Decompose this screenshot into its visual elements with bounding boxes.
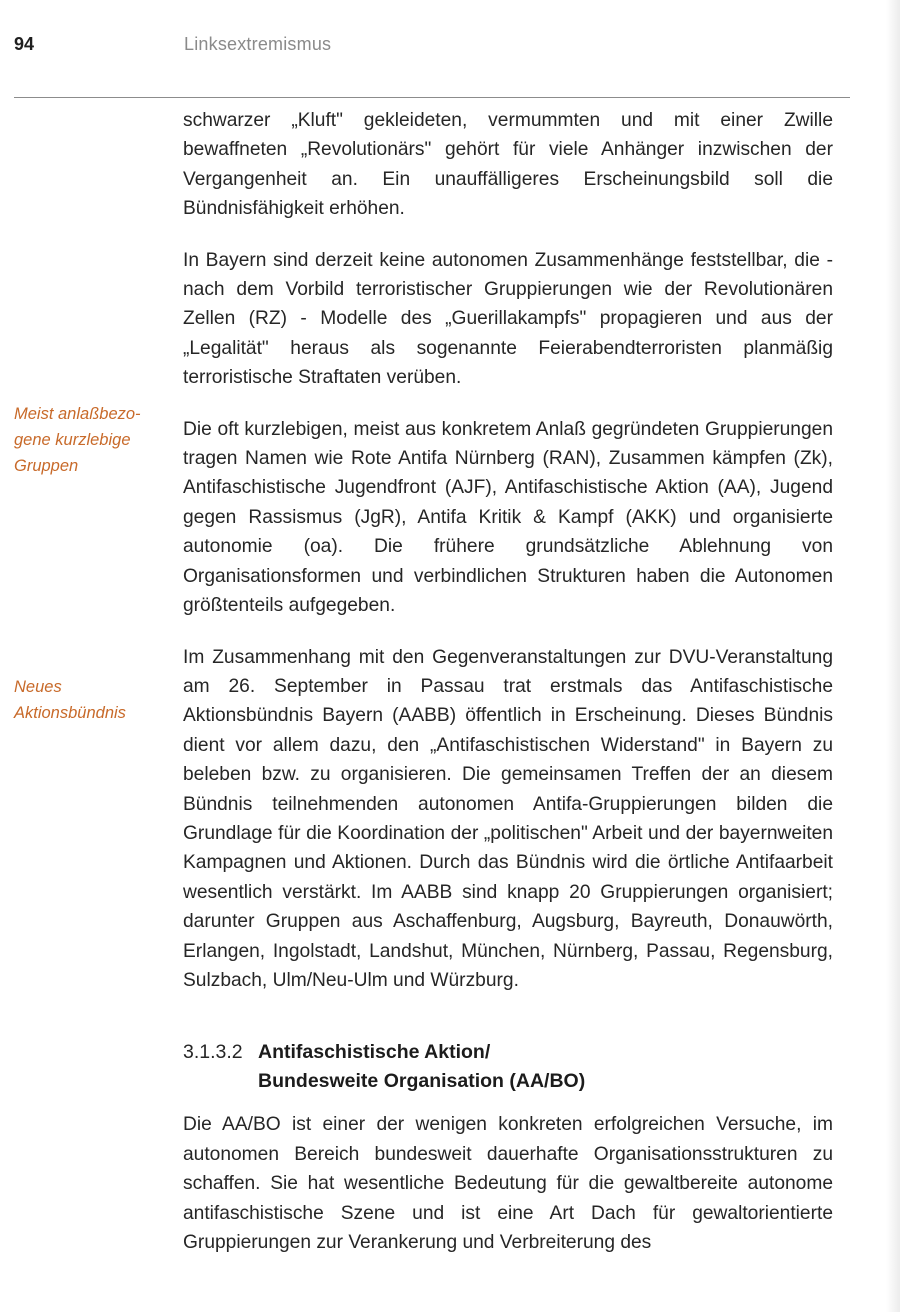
- margin-note-line: gene kurzlebige: [14, 431, 131, 449]
- body-paragraph: Die oft kurzlebigen, meist aus konkretem Anlaß gegründeten Gruppierungen tragen Namen wie Rote Antifa Nürnberg (RAN), Zusammen kämpfen (Zk), Antifaschistische Jugendfront (AJF), Antifaschistische Aktion (AA), Jugend gegen Rassismus (JgR), Antifa Kritik & Kampf (AKK) und organisierte autonomie (oa). Die frühere grundsätzliche Ablehnung von Organisationsformen und verbindlichen Strukturen haben die Autonomen größtenteils aufgegeben.: [183, 418, 833, 617]
- section-title-line: Antifaschistische Aktion/: [258, 1041, 491, 1064]
- margin-note-line: Neues: [14, 678, 62, 696]
- margin-note-line: Meist anlaßbezo-: [14, 405, 141, 423]
- body-paragraph: Im Zusammenhang mit den Gegenveranstaltungen zur DVU-Veranstaltung am 26. September in Passau trat erstmals das Antifaschistische Aktionsbündnis Bayern (AABB) öffentlich in Erscheinung. Dieses Bündnis dient vor allem dazu, den „Antifaschistischen Widerstand" in Bayern zu beleben bzw. zu organisieren. Die gemeinsamen Treffen der an diesem Bündnis teilnehmenden autonomen Antifa-Gruppierungen bilden die Grundlage für die Koordination der „politischen" Arbeit und der bayernweiten Kampagnen und Aktionen. Durch das Bündnis wird die örtliche Antifaarbeit wesentlich verstärkt. Im AABB sind knapp 20 Gruppierungen organisiert; darunter Gruppen aus Aschaffenburg, Augsburg, Bayreuth, Donauwörth, Erlangen, Ingolstadt, Landshut, München, Nürnberg, Passau, Regensburg, Sulzbach, Ulm/Neu-Ulm und Würzburg.: [183, 646, 833, 991]
- page-header: [14, 34, 834, 64]
- page-edge-shadow: [886, 0, 900, 1312]
- margin-note-groups: [14, 401, 164, 479]
- body-paragraph: schwarzer „Kluft" gekleideten, vermummten und mit einer Zwille bewaffneten „Revolutionärs" gehört für viele Anhänger inzwischen der Vergangenheit an. Ein unauffälligeres Erscheinungsbild soll die Bündnisfähigkeit erhöhen.: [183, 110, 833, 220]
- margin-note-alliance: [14, 674, 164, 726]
- page-number: 94: [14, 34, 35, 54]
- section-number: 3.1.3.2: [183, 1041, 243, 1064]
- header-rule: [14, 97, 850, 98]
- section-title-line: Bundesweite Organisation (AA/BO): [258, 1070, 586, 1093]
- running-title: Linksextremismus: [184, 34, 332, 54]
- section-title: [258, 1038, 585, 1096]
- section-heading: [183, 1038, 833, 1096]
- main-text-column: [183, 106, 833, 1279]
- margin-note-line: Gruppen: [14, 457, 79, 475]
- margin-note-line: Aktionsbündnis: [14, 704, 126, 722]
- body-paragraph: In Bayern sind derzeit keine autonomen Zusammenhänge feststellbar, die - nach dem Vorbild terroristischer Gruppierungen wie der Revolutionären Zellen (RZ) - Modelle des „Guerillakampfs" propagieren und aus der „Legalität" heraus als sogenannte Feierabendterroristen planmäßig terroristische Straftaten verüben.: [183, 249, 833, 389]
- body-paragraph: Die AA/BO ist einer der wenigen konkreten erfolgreichen Versuche, im autonomen Bereich bundesweit dauerhafte Organisationsstrukturen zu schaffen. Sie hat wesentliche Bedeutung für die gewaltbereite autonome antifaschistische Szene und ist eine Art Dach für gewaltorientierte Gruppierungen zur Verankerung und Verbreiterung des: [183, 1114, 833, 1253]
